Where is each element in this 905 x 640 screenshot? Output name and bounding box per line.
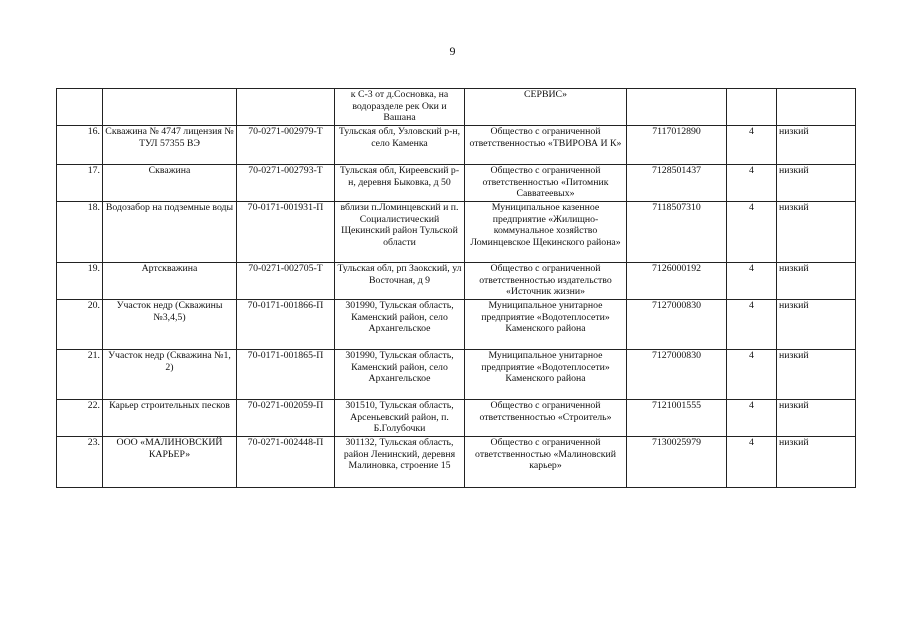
cell-object-name: Карьер строительных песков — [103, 400, 237, 437]
cell-address: Тульская обл, Узловский р-н, село Каменка — [335, 126, 465, 165]
cell-address: 301990, Тульская область, Каменский район, село Архангельское — [335, 350, 465, 400]
cell-category: 4 — [727, 263, 777, 300]
cell-risk-level: низкий — [777, 202, 856, 263]
cell-number: 21. — [57, 350, 103, 400]
table-row — [57, 350, 856, 400]
cell-number: 22. — [57, 400, 103, 437]
cell-risk-level: низкий — [777, 300, 856, 350]
table-row — [57, 400, 856, 437]
cell-number: 19. — [57, 263, 103, 300]
cell-organization: Общество с ограниченной ответственностью «Малиновский карьер» — [465, 437, 627, 488]
cell-object-name: Водозабор на подземные воды — [103, 202, 237, 263]
cell-number: 18. — [57, 202, 103, 263]
cell-number: 16. — [57, 126, 103, 165]
cell-organization: Общество с ограниченной ответственностью «ТВИРОВА И К» — [465, 126, 627, 165]
cell-address: вблизи п.Ломинцевский и п. Социалистический Щекинский район Тульской области — [335, 202, 465, 263]
cell-category: 4 — [727, 350, 777, 400]
cell-address: 301990, Тульская область, Каменский район, село Архангельское — [335, 300, 465, 350]
table-row — [57, 202, 856, 263]
cell-organization: Муниципальное казенное предприятие «Жилищно-коммунальное хозяйство Ломинцевское Щекинского района» — [465, 202, 627, 263]
cell-risk-level: низкий — [777, 350, 856, 400]
cell-address: 301132, Тульская область, район Ленинский, деревня Малиновка, строение 15 — [335, 437, 465, 488]
cell-risk-level: низкий — [777, 263, 856, 300]
cell-category: 4 — [727, 165, 777, 202]
cell-reg-code: 70-0171-001866-П — [237, 300, 335, 350]
cell-object-name: Артскважина — [103, 263, 237, 300]
cell-risk-level — [777, 89, 856, 126]
cell-category: 4 — [727, 437, 777, 488]
cell-reg-code: 70-0271-002059-П — [237, 400, 335, 437]
cell-reg-code: 70-0271-002979-Т — [237, 126, 335, 165]
cell-object-name: Скважина — [103, 165, 237, 202]
cell-inn: 7126000192 — [627, 263, 727, 300]
cell-object-name: ООО «МАЛИНОВСКИЙ КАРЬЕР» — [103, 437, 237, 488]
cell-number: 20. — [57, 300, 103, 350]
cell-risk-level: низкий — [777, 400, 856, 437]
table-row — [57, 437, 856, 488]
cell-category: 4 — [727, 400, 777, 437]
cell-category — [727, 89, 777, 126]
table-row — [57, 300, 856, 350]
table-row — [57, 126, 856, 165]
cell-inn: 7130025979 — [627, 437, 727, 488]
cell-number: 17. — [57, 165, 103, 202]
cell-address: Тульская обл, рп Заокский, ул Восточная, д 9 — [335, 263, 465, 300]
cell-organization: Муниципальное унитарное предприятие «Водотеплосети» Каменского района — [465, 300, 627, 350]
table-row-continuation — [57, 89, 856, 126]
cell-number: 23. — [57, 437, 103, 488]
cell-inn: 7128501437 — [627, 165, 727, 202]
cell-reg-code — [237, 89, 335, 126]
cell-inn: 7117012890 — [627, 126, 727, 165]
cell-category: 4 — [727, 126, 777, 165]
cell-object-name: Скважина № 4747 лицензия № ТУЛ 57355 ВЭ — [103, 126, 237, 165]
cell-reg-code: 70-0271-002793-Т — [237, 165, 335, 202]
cell-address: 301510, Тульская область, Арсеньевский район, п. Б.Голубочки — [335, 400, 465, 437]
cell-reg-code: 70-0271-002448-П — [237, 437, 335, 488]
cell-organization: Общество с ограниченной ответственностью «Строитель» — [465, 400, 627, 437]
cell-organization: Общество с ограниченной ответственностью «Питомник Савватеевых» — [465, 165, 627, 202]
cell-organization: Муниципальное унитарное предприятие «Водотеплосети» Каменского района — [465, 350, 627, 400]
cell-object-name — [103, 89, 237, 126]
cell-inn: 7127000830 — [627, 300, 727, 350]
cell-reg-code: 70-0171-001931-П — [237, 202, 335, 263]
table-row — [57, 263, 856, 300]
table-row — [57, 165, 856, 202]
cell-inn: 7118507310 — [627, 202, 727, 263]
cell-inn — [627, 89, 727, 126]
cell-risk-level: низкий — [777, 165, 856, 202]
cell-object-name: Участок недр (Скважина №1, 2) — [103, 350, 237, 400]
cell-risk-level: низкий — [777, 126, 856, 165]
registry-table — [56, 88, 856, 488]
cell-number — [57, 89, 103, 126]
cell-inn: 7121001555 — [627, 400, 727, 437]
cell-reg-code: 70-0271-002705-Т — [237, 263, 335, 300]
cell-organization: СЕРВИС» — [465, 89, 627, 126]
cell-address: к С-3 от д.Сосновка, на водоразделе рек Оки и Вашана — [335, 89, 465, 126]
cell-object-name: Участок недр (Скважины №3,4,5) — [103, 300, 237, 350]
cell-reg-code: 70-0171-001865-П — [237, 350, 335, 400]
cell-address: Тульская обл, Киреевский р-н, деревня Быковка, д 50 — [335, 165, 465, 202]
cell-organization: Общество с ограниченной ответственностью издательство «Источник жизни» — [465, 263, 627, 300]
cell-inn: 7127000830 — [627, 350, 727, 400]
page-number: 9 — [449, 44, 456, 58]
cell-category: 4 — [727, 300, 777, 350]
cell-risk-level: низкий — [777, 437, 856, 488]
cell-category: 4 — [727, 202, 777, 263]
